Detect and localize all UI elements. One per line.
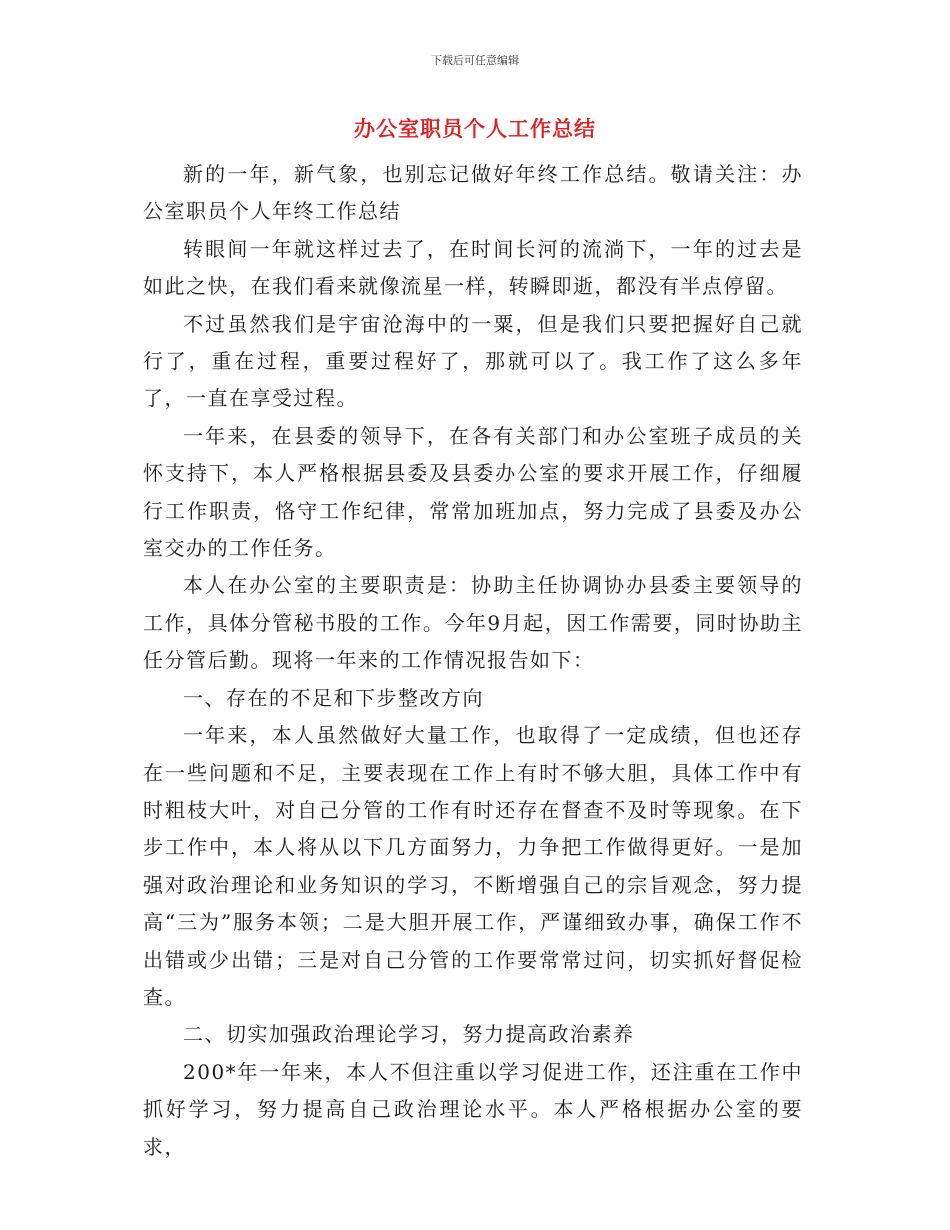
document-title: 办公室职员个人工作总结 bbox=[354, 116, 596, 141]
paragraph: 不过虽然我们是宇宙沧海中的一粟，但是我们只要把握好自己就行了，重在过程，重要过程好了，那就可以了。我工作了这么多年了，一直在享受过程。 bbox=[143, 311, 803, 411]
paragraph: 新的一年，新气象，也别忘记做好年终工作总结。敬请关注：办公室职员个人年终工作总结 bbox=[143, 162, 803, 224]
header-note: 下载后可任意编辑 bbox=[431, 54, 519, 67]
paragraph: 本人在办公室的主要职责是：协助主任协调协办县委主要领导的工作，具体分管秘书股的工作。今年9月起，因工作需要，同时协助主任分管后勤。现将一年来的工作情况报告如下： bbox=[143, 573, 803, 673]
section-heading: 二、切实加强政治理论学习，努力提高政治素养 bbox=[183, 1022, 635, 1047]
document-body bbox=[143, 156, 803, 1166]
paragraph: 200*年一年来，本人不但注重以学习促进工作，还注重在工作中抓好学习，努力提高自己政治理论水平。本人严格根据办公室的要求， bbox=[143, 1059, 803, 1159]
paragraph: 转眼间一年就这样过去了，在时间长河的流淌下，一年的过去是如此之快，在我们看来就像流星一样，转瞬即逝，都没有半点停留。 bbox=[143, 236, 803, 299]
section-heading: 一、存在的不足和下步整改方向 bbox=[183, 685, 484, 710]
paragraph: 一年来，在县委的领导下，在各有关部门和办公室班子成员的关怀支持下，本人严格根据县委及县委办公室的要求开展工作，仔细履行工作职责，恪守工作纪律，常常加班加点，努力完成了县委及办公室交办的工作任务。 bbox=[143, 423, 803, 561]
paragraph: 一年来，本人虽然做好大量工作，也取得了一定成绩，但也还存在一些问题和不足，主要表现在工作上有时不够大胆，具体工作中有时粗枝大叶，对自己分管的工作有时还存在督查不及时等现象。在下步工作中，本人将从以下几方面努力，力争把工作做得更好。一是加强对政治理论和业务知识的学习，不断增强自己的宗旨观念，努力提高“三为”服务本领；二是大胆开展工作，严谨细致办事，确保工作不出错或少出错；三是对自己分管的工作要常常过问，切实抓好督促检查。 bbox=[143, 723, 803, 1009]
